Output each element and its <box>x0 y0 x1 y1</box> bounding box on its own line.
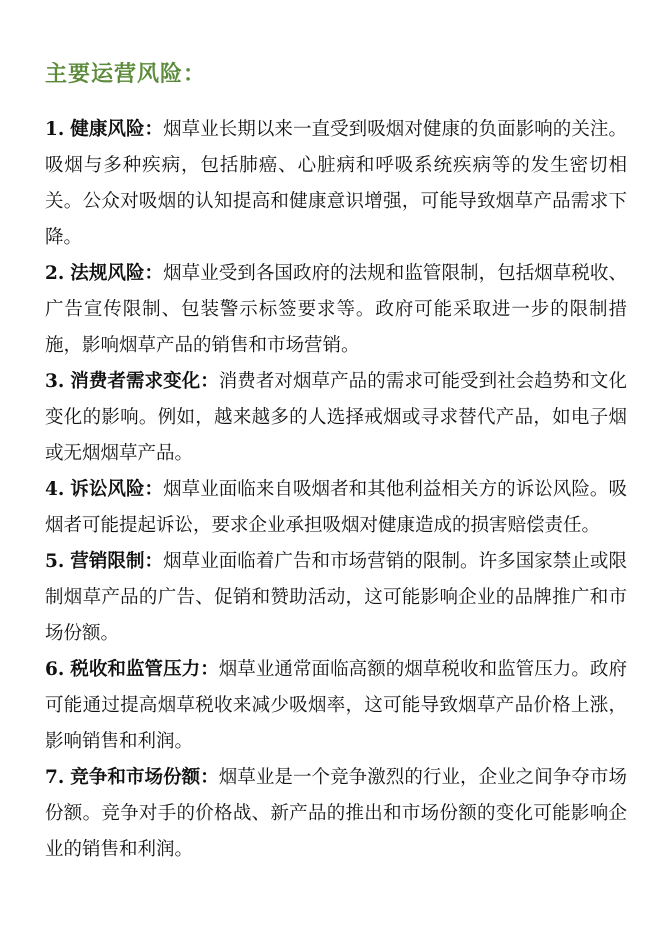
risk-number: 6. <box>45 659 65 680</box>
risk-label: 诉讼风险： <box>70 479 164 500</box>
risk-item-tax <box>45 652 627 760</box>
risk-label: 营销限制： <box>70 551 164 572</box>
risk-item-marketing <box>45 544 627 652</box>
risk-text: 烟草业长期以来一直受到吸烟对健康的负面影响的关注。吸烟与多种疾病，包括肺癌、心脏病和呼吸系统疾病等的发生密切相关。公众对吸烟的认知提高和健康意识增强，可能导致烟草产品需求下降。 <box>45 119 627 248</box>
risk-number: 1. <box>45 119 65 140</box>
risk-text: 消费者对烟草产品的需求可能受到社会趋势和文化变化的影响。例如，越来越多的人选择戒烟或寻求替代产品，如电子烟或无烟烟草产品。 <box>45 371 627 464</box>
risk-number: 3. <box>45 371 65 392</box>
risk-item-regulation <box>45 256 627 364</box>
risk-item-litigation <box>45 472 627 544</box>
document-page <box>45 58 627 868</box>
risk-number: 7. <box>45 767 65 788</box>
risk-text: 烟草业面临来自吸烟者和其他利益相关方的诉讼风险。吸烟者可能提起诉讼，要求企业承担吸烟对健康造成的损害赔偿责任。 <box>45 479 627 536</box>
risk-item-consumer-demand <box>45 364 627 472</box>
risk-item-health <box>45 112 627 256</box>
risk-number: 2. <box>45 263 65 284</box>
risk-number: 5. <box>45 551 65 572</box>
risk-text: 烟草业是一个竞争激烈的行业，企业之间争夺市场份额。竞争对手的价格战、新产品的推出和市场份额的变化可能影响企业的销售和利润。 <box>45 767 627 860</box>
risk-text: 烟草业面临着广告和市场营销的限制。许多国家禁止或限制烟草产品的广告、促销和赞助活动，这可能影响企业的品牌推广和市场份额。 <box>45 551 627 644</box>
risk-label: 消费者需求变化： <box>70 371 219 392</box>
risk-item-competition <box>45 760 627 868</box>
risk-label: 竞争和市场份额： <box>70 767 219 788</box>
risk-label: 健康风险： <box>70 119 164 140</box>
risk-number: 4. <box>45 479 65 500</box>
section-heading: 主要运营风险： <box>45 61 207 87</box>
risk-text: 烟草业通常面临高额的烟草税收和监管压力。政府可能通过提高烟草税收来减少吸烟率，这可能导致烟草产品价格上涨，影响销售和利润。 <box>45 659 627 752</box>
risk-label: 税收和监管压力： <box>70 659 219 680</box>
risk-label: 法规风险： <box>70 263 164 284</box>
risk-text: 烟草业受到各国政府的法规和监管限制，包括烟草税收、广告宣传限制、包装警示标签要求等。政府可能采取进一步的限制措施，影响烟草产品的销售和市场营销。 <box>45 263 627 356</box>
